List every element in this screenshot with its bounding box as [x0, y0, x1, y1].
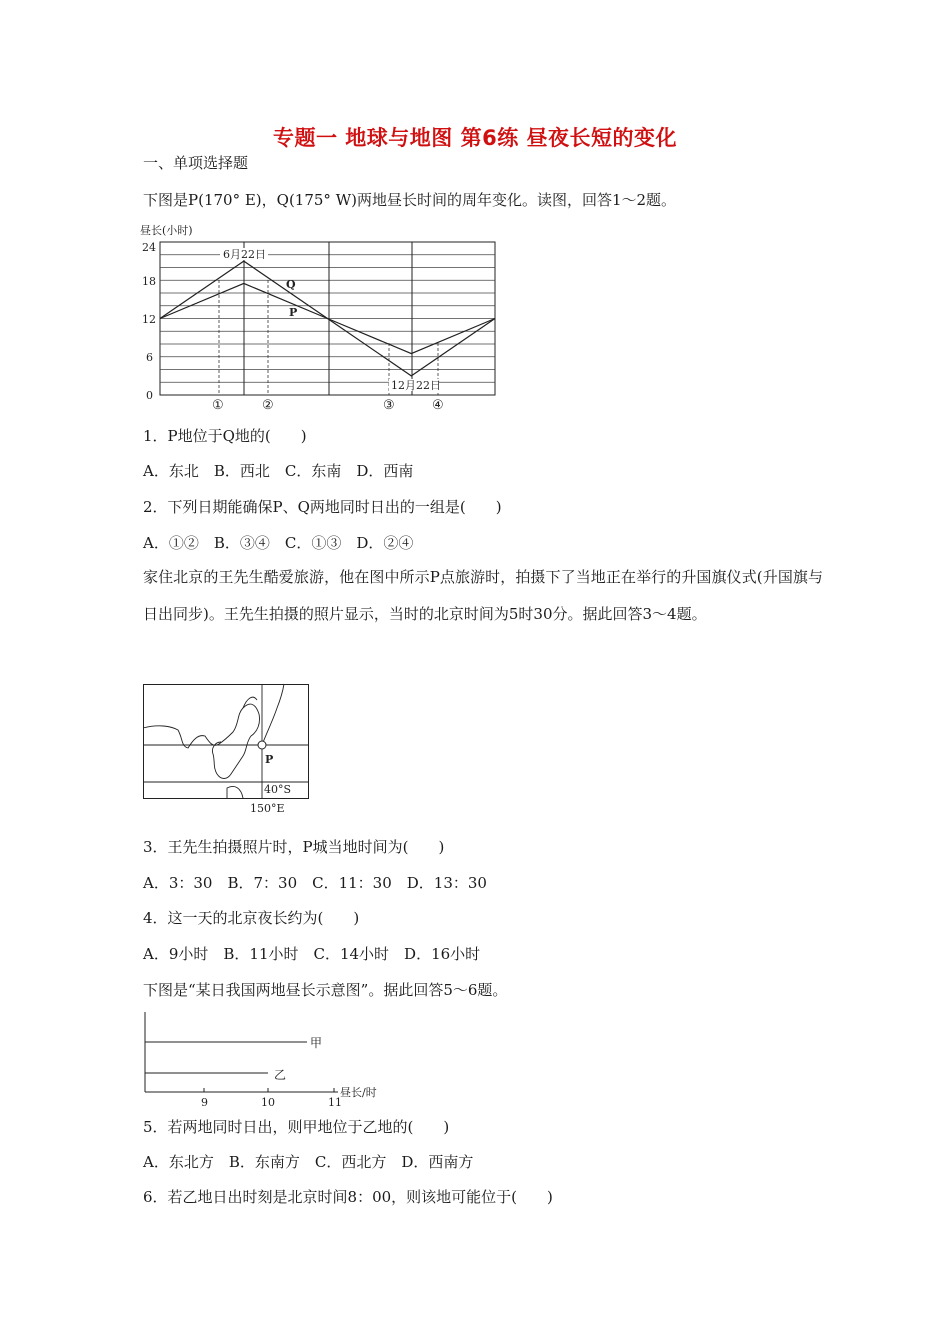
q4-stem: 4．这一天的北京夜长约为( ) — [143, 909, 360, 927]
q3-stem: 3．王先生拍摄照片时，P城当地时间为( ) — [143, 838, 445, 856]
section-heading: 一、单项选择题 — [143, 154, 249, 172]
page-title: 专题一 地球与地图 第6练 昼夜长短的变化 — [272, 126, 678, 150]
q4-options: A．9小时 B．11小时 C．14小时 D．16小时 — [143, 945, 481, 963]
q3-options: A．3：30 B．7：30 C．11：30 D．13：30 — [143, 874, 487, 892]
intro-1: 下图是P(170° E)，Q(175° W)两地昼长时间的周年变化。读图，回答1～2题。 — [143, 191, 677, 209]
q2-options: A．①② B．③④ C．①③ D．②④ — [143, 534, 414, 552]
q2-stem: 2．下列日期能确保P、Q两地同时日出的一组是( ) — [143, 498, 502, 516]
label-jun-22: 6月22日 — [223, 248, 266, 261]
q5-stem: 5．若两地同时日出，则甲地位于乙地的( ) — [143, 1118, 450, 1136]
coastline — [143, 704, 260, 778]
y-tick-18: 18 — [142, 275, 156, 288]
longitude-label: 150°E — [250, 802, 285, 815]
intro-2: 家住北京的王先生酷爱旅游，他在图中所示P点旅游时，拍摄下了当地正在举行的升国旗仪式(升国旗与日出同步)。王先生拍摄的照片显示，当时的北京时间为5时30分。据此回答3～4题。 — [143, 568, 823, 623]
figure-2-map — [143, 684, 313, 816]
point-p-marker — [258, 741, 266, 749]
latitude-label: 40°S — [264, 783, 292, 796]
label-yi: 乙 — [274, 1068, 287, 1082]
figure-3-chart — [140, 1010, 400, 1110]
y-axis-label: 昼长(小时) — [140, 224, 193, 237]
figure-1-chart — [140, 222, 510, 417]
intro-3: 下图是“某日我国两地昼长示意图”。据此回答5～6题。 — [143, 981, 508, 999]
y-tick-12: 12 — [142, 313, 156, 326]
y-tick-6: 6 — [146, 351, 153, 364]
x-tick-10: 10 — [261, 1096, 275, 1109]
q6-stem: 6．若乙地日出时刻是北京时间8：00，则该地可能位于( ) — [143, 1188, 553, 1206]
q1-stem: 1．P地位于Q地的( ) — [143, 427, 307, 445]
y-tick-24: 24 — [142, 241, 156, 254]
y-tick-0: 0 — [146, 389, 153, 402]
series-q-label: Q — [286, 278, 296, 291]
marker-2: ② — [262, 398, 274, 413]
x-tick-9: 9 — [201, 1096, 208, 1109]
x-axis-label: 昼长/时 — [340, 1086, 377, 1099]
point-p-label: P — [265, 753, 274, 766]
marker-3: ③ — [383, 398, 395, 413]
q1-options: A．东北 B．西北 C．东南 D．西南 — [143, 462, 414, 480]
label-jia: 甲 — [310, 1036, 323, 1050]
series-p-label: P — [289, 306, 298, 319]
marker-4: ④ — [432, 398, 444, 413]
x-tick-11: 11 — [328, 1096, 342, 1109]
q5-options: A．东北方 B．东南方 C．西北方 D．西南方 — [143, 1153, 474, 1171]
marker-1: ① — [212, 398, 224, 413]
label-dec-22: 12月22日 — [391, 379, 441, 392]
